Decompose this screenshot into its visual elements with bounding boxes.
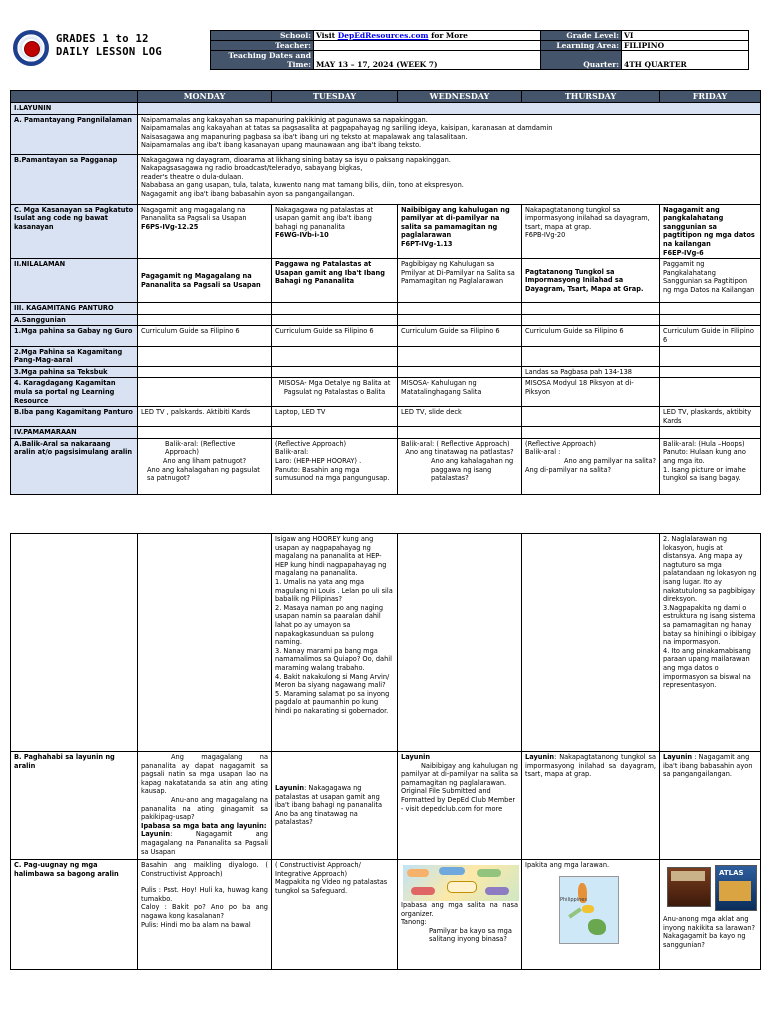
grade-level-value: VI xyxy=(622,31,749,41)
balik-aral-wednesday: Balik-aral: ( Reflective Approach) Ano ang tinatawag na patlastas? Ano ang kahalagahan ng paggawa ng isang patalastas? xyxy=(398,438,522,494)
iba-thursday xyxy=(522,407,660,427)
iba-wednesday: LED TV, slide deck xyxy=(398,407,522,427)
corner-header xyxy=(11,91,138,103)
lesson-log-table xyxy=(10,90,761,495)
row-label-iba-pang-kagamitan: B.Iba pang Kagamitang Panturo xyxy=(11,407,138,427)
header-info-table xyxy=(210,30,749,70)
balik-aral-friday: Balik-aral: (Hula –Hoops) Panuto: Hulaan kung ano ang mga ito. 1. Isang picture or imahe tungkol sa isang bagay. xyxy=(660,438,761,494)
kasanayan-wednesday: Naibibigay ang kahulugan ng pamilyar at di-pamilyar na salita sa pamamagitan ng paglalarawan F6PT-IVg-1.13 xyxy=(398,204,522,259)
teaching-dates-label: Teaching Dates and Time: xyxy=(211,51,314,70)
balik-aral-tuesday: (Reflective Approach) Balik-aral: Laro: (HEP-HEP HOORAY) . Panuto: Basahin ang mga sumusunod na mga pangungusap. xyxy=(272,438,398,494)
balik-aral-monday: Balik-aral: (Reflective Approach) Ano ang liham patnugot? Ano ang kahalagahan ng pagsulat sa patnugot? xyxy=(138,438,272,494)
nilalaman-thursday: Pagtatanong Tungkol sa Impormasyong Inilahad sa Dayagram, Tsart, Mapa at Grap. xyxy=(522,259,660,303)
teacher-label: Teacher: xyxy=(211,41,314,51)
gabay-thursday: Curriculum Guide sa Filipino 6 xyxy=(522,326,660,346)
gabay-monday: Curriculum Guide sa Filipino 6 xyxy=(138,326,272,346)
pamantayang-pangnilalaman-text: Naipamamalas ang kakayahan sa mapanuring pakikinig at pagunawa sa napakinggan. Naipamamalas ang kakayahan at tatas sa pagsasalita at pagpapahayag ng sariling ideya, kaisipan, karanasan at damdamin Naisasagawa ang mapanuring pagbasa sa iba't ibang uri ng teksto at mapalawak ang talasalitaan. Naipamamalas ang iba't ibang kasanayan upang maunawaan ang iba't ibang teksto. xyxy=(138,114,761,154)
row-label-teksbuk: 3.Mga pahina sa Teksbuk xyxy=(11,366,138,378)
iba-friday: LED TV, plaskards, aktibity Kards xyxy=(660,407,761,427)
day-header-tuesday: TUESDAY xyxy=(272,91,398,103)
lesson-log-table-continued xyxy=(10,533,761,970)
row-label-pamantayan-sa-pagganap: B.Pamantayan sa Pagganap xyxy=(11,154,138,204)
word-organizer-image xyxy=(401,861,518,901)
atlas-books-image: ATLAS xyxy=(663,861,757,915)
kasanayan-monday: Nagagamit ang magagalang na Pananalita sa Pagsali sa Usapan F6PS-IVg-12.25 xyxy=(138,204,272,259)
nilalaman-monday: Pagagamit ng Magagalang na Pananalita sa Pagsali sa Usapan xyxy=(138,259,272,303)
gabay-friday: Curriculum Guide in Filipino 6 xyxy=(660,326,761,346)
paghahabi-tuesday: Layunin: Nakagagawa ng patalastas at usapan gamit ang iba't ibang bahagi ng pananalita Ano ba ang tinatawag na patalastas? xyxy=(272,752,398,860)
paghahabi-friday: Layunin : Nagagamit ang iba't ibang babasahin ayon sa pangangailangan. xyxy=(660,752,761,860)
row-label-balik-aral: A.Balik-Aral sa nakaraang aralin at/o pagsisimulang aralin xyxy=(11,438,138,494)
day-header-thursday: THURSDAY xyxy=(522,91,660,103)
pag-uugnay-tuesday: ( Constructivist Approach/ Integrative Approach) Magpakita ng Video ng patalastas tungkol sa Safeguard. xyxy=(272,860,398,970)
day-header-friday: FRIDAY xyxy=(660,91,761,103)
pag-uugnay-friday: ATLAS Anu-anong mga aklat ang inyong nakikita sa larawan? Nakagagamit ba kayo ng sanggunian? xyxy=(660,860,761,970)
section-pamamaraan: IV.PAMAMARAAN xyxy=(11,427,138,439)
deped-seal-logo xyxy=(13,30,49,66)
karagdagan-wednesday: MISOSA- Kahulugan ng Matatalinghagang Salita xyxy=(398,378,522,407)
pamantayan-sa-pagganap-text: Nakagagawa ng dayagram, dioarama at likhang sining batay sa isyu o paksang napakinggan. Nakapagsasagawa ng radio broadcast/teleradyo, sabayang bigkas, reader's theatre o dula-dulaan. Nababasa an gang usapan, tula, talata, kuwento nang mat tamang bilis, diin, tono at ekspresyon. Nagagamit ang iba't ibang babasahin ayon sa pangangailangan. xyxy=(138,154,761,204)
nilalaman-wednesday: Pagbibigay ng Kahulugan sa Pmilyar at Di-Pamilyar na Salita sa Pamamagitan ng Paglalarawan xyxy=(398,259,522,303)
school-label: School: xyxy=(211,31,314,41)
row-label-pamantayang-pangnilalaman: A. Pamantayang Pangnilalaman xyxy=(11,114,138,154)
kasanayan-thursday: Nakapagtatanong tungkol sa impormasyong inilahad sa dayagram, tsart, mapa at grap. F6PB-IVg-20 xyxy=(522,204,660,259)
section-kagamitang-panturo: III. KAGAMITANG PANTURO xyxy=(11,303,138,315)
row-label-sanggunian: A.Sanggunian xyxy=(11,314,138,326)
philippines-map-image: Philippines xyxy=(559,876,619,944)
row-label-kasanayan: C. Mga Kasanayan sa Pagkatuto Isulat ang code ng bawat kasanayan xyxy=(11,204,138,259)
learning-area-value: FILIPINO xyxy=(622,41,749,51)
pag-uugnay-wednesday: Ipabasa ang mga salita na nasa organizer. Tanong: Pamilyar ba kayo sa mga salitang inyong binasa? xyxy=(398,860,522,970)
row-label-karagdagang-kagamitan: 4. Karagdagang Kagamitan mula sa portal ng Learning Resource xyxy=(11,378,138,407)
gabay-tuesday: Curriculum Guide sa Filipino 6 xyxy=(272,326,398,346)
iba-monday: LED TV , palskards. Aktibiti Kards xyxy=(138,407,272,427)
school-value: Visit DepEdResources.com for More xyxy=(314,31,541,41)
teksbuk-thursday: Landas sa Pagbasa pah 134-138 xyxy=(522,366,660,378)
karagdagan-thursday: MISOSA Modyul 18 Piksyon at di-Piksyon xyxy=(522,378,660,407)
pag-uugnay-thursday: Ipakita ang mga larawan. Philippines xyxy=(522,860,660,970)
balik-aral-friday-continued: 2. Naglalarawan ng lokasyon, hugis at distansya. Ang mapa ay nagtuturo sa mga palatandaan ng lokasyon ng isang lugar. Ito ay nakatutulong sa pagbibigay direksyon. 3.Nagpapakita ng dami o estruktura ng isang sistema sa pamamagitan ng hanay batay sa hinihingi o ibibigay na impormasyon. 4. Ito ang pinakamabisang paraan upang mailarawan ang mga datos o impormasyon sa biswal na representasyon. xyxy=(660,534,761,752)
karagdagan-tuesday: MISOSA- Mga Detalye ng Balita at Pagsulat ng Patalastas o Balita xyxy=(272,378,398,407)
grade-level-label: Grade Level: xyxy=(541,31,622,41)
row-label-kagamitang-pang-mag-aaral: 2.Mga Pahina sa Kagamitang Pang-Mag-aaral xyxy=(11,346,138,366)
row-label-pag-uugnay: C. Pag-uugnay ng mga halimbawa sa bagong aralin xyxy=(11,860,138,970)
row-label-nilalaman: II.NILALAMAN xyxy=(11,259,138,303)
paghahabi-wednesday: Layunin Naibibigay ang kahulugan ng pamilyar at di-pamilyar na salita sa pamamagitan ng paglalarawan. Original File Submitted and Formatted by DepEd Club Member - visit depedclub.com for more xyxy=(398,752,522,860)
paghahabi-monday: Ang magagalang na pananalita ay dapat nagagamit sa pagsali natin sa mga usapan lao na kapag nakatatanda sa atin ang ating kausap. Anu-ano ang magagalang na pananalita na ating ginagamit sa pakikipag-usap? Ipabasa sa mga bata ang layunin: Layunin: Nagagamit ang magagalang na Pananalita sa Pagsali sa Usapan xyxy=(138,752,272,860)
row-label-paghahabi: B. Paghahabi sa layunin ng aralin xyxy=(11,752,138,860)
quarter-value: 4TH QUARTER xyxy=(622,51,749,70)
section-layunin: I.LAYUNIN xyxy=(11,103,138,115)
kasanayan-friday: Nagagamit ang pangkalahatang sanggunian sa pagtitipon ng mga datos na kailangan F6EP-IVg-6 xyxy=(660,204,761,259)
kasanayan-tuesday: Nakagagawa ng patalastas at usapan gamit ang iba't ibang bahagi ng pananalita F6WG-IVb-i-10 xyxy=(272,204,398,259)
balik-aral-tuesday-continued: Isigaw ang HOOREY kung ang usapan ay nagpapahayag ng magalang na pananalita at HEP-HEP kung hindi nagpapahayag ng magalang na pananalita. 1. Umalis na yata ang mga magulang ni Louis . Lelan po uli sila babalik ng Pilipinas? 2. Masaya naman po ang naging usapan namin sa paaralan dahil lahat po ay umayon sa napakagkasunduan sa pulong naming. 3. Nanay marami pa bang mga namamalimos sa Quiapo? Oo, dahil maraming walang trabaho. 4. Bakit nakakulong si Mang Arvin/ Meron ba siyang nagawang mali? 5. Maraming salamat po sa inyong pagdalo at paumanhin po kung hindi po nakarating si gobernador. xyxy=(272,534,398,752)
pag-uugnay-monday: Basahin ang maikling diyalogo. ( Constructivist Approach) Pulis : Psst. Hoy! Huli ka, huwag kang tumakbo. Caloy : Bakit po? Ano po ba ang nagawa kong kasalanan? Pulis: Hindi mo ba alam na bawal xyxy=(138,860,272,970)
nilalaman-tuesday: Paggawa ng Patalastas at Usapan gamit ang Iba't Ibang Bahagi ng Pananalita xyxy=(272,259,398,303)
row-label-gabay-ng-guro: 1.Mga pahina sa Gabay ng Guro xyxy=(11,326,138,346)
paghahabi-thursday: Layunin: Nakapagtatanong tungkol sa impormasyong inilahad sa dayagram, tsart, mapa at grap. xyxy=(522,752,660,860)
gabay-wednesday: Curriculum Guide sa Filipino 6 xyxy=(398,326,522,346)
teaching-dates-value: MAY 13 – 17, 2024 (WEEK 7) xyxy=(314,51,541,70)
nilalaman-friday: Paggamit ng Pangkalahatang Sanggunian sa Pagtitipon ng mga Datos na Kailangan xyxy=(660,259,761,303)
quarter-label: Quarter: xyxy=(541,51,622,70)
teacher-value xyxy=(314,41,541,51)
day-header-monday: MONDAY xyxy=(138,91,272,103)
document-title: GRADES 1 to 12 DAILY LESSON LOG xyxy=(56,33,162,58)
karagdagan-monday xyxy=(138,378,272,407)
balik-aral-thursday: (Reflective Approach) Balik-aral : Ano ang pamilyar na salita? Ang di-pamilyar na salita? xyxy=(522,438,660,494)
learning-area-label: Learning Area: xyxy=(541,41,622,51)
day-header-wednesday: WEDNESDAY xyxy=(398,91,522,103)
depedresources-link[interactable]: DepEdResources.com xyxy=(337,31,429,40)
iba-tuesday: Laptop, LED TV xyxy=(272,407,398,427)
karagdagan-friday xyxy=(660,378,761,407)
